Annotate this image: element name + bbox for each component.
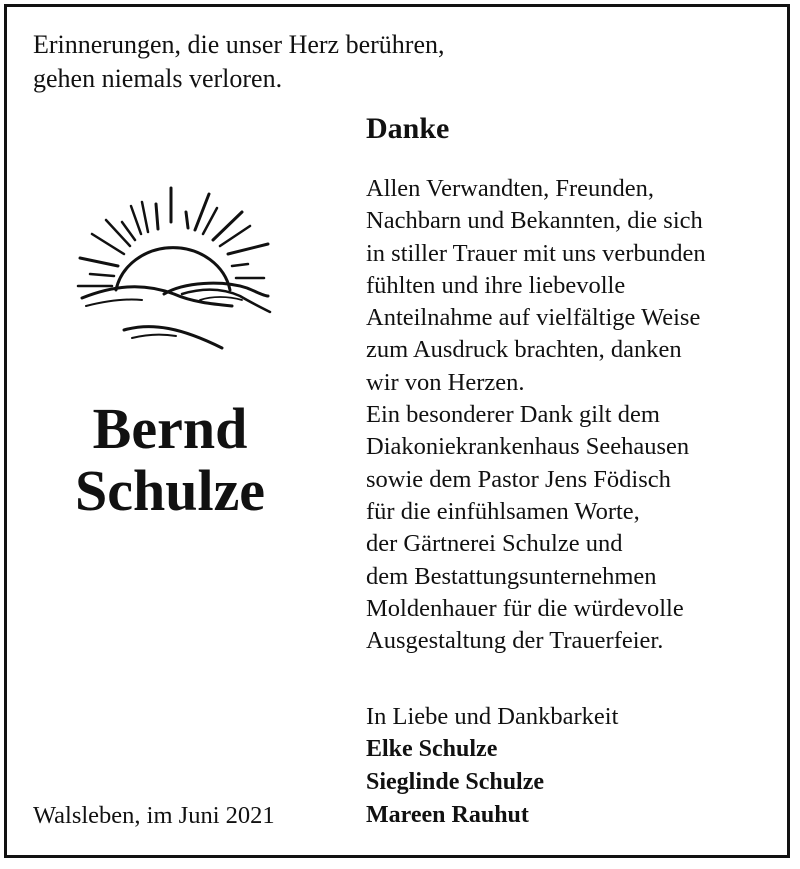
thanks-line: wir von Herzen. [366, 368, 525, 396]
thanks-line: in stiller Trauer mit uns verbunden [366, 239, 706, 267]
sunrise-over-hills-icon [72, 182, 278, 354]
thanks-line: Diakoniekrankenhaus Seehausen [366, 433, 690, 461]
thanks-line: dem Bestattungsunternehmen [366, 562, 657, 590]
thanks-line: Ausgestaltung der Trauerfeier. [366, 627, 664, 655]
thanks-line: Allen Verwandten, Freunden, [366, 175, 655, 202]
thanks-line: zum Ausdruck brachten, danken [366, 336, 682, 364]
motto-line-2: gehen niemals verloren. [33, 64, 283, 93]
motto-line-1: Erinnerungen, die unser Herz berühren, [33, 30, 445, 59]
deceased-name [40, 398, 300, 522]
heading-danke: Danke [366, 112, 450, 145]
closing-block [366, 700, 618, 832]
thanks-text [366, 173, 706, 657]
signer-name: Mareen Rauhut [366, 802, 529, 828]
thanks-line: Ein besonderer Dank gilt dem [366, 401, 660, 429]
thanks-line: für die einfühlsamen Worte, [366, 497, 640, 525]
closing-phrase: In Liebe und Dankbarkeit [366, 703, 619, 730]
signer-name: Elke Schulze [366, 736, 498, 762]
place-date: Walsleben, im Juni 2021 [33, 802, 275, 829]
thanks-line: der Gärtnerei Schulze und [366, 530, 623, 558]
thanks-line: sowie dem Pastor Jens Födisch [366, 465, 671, 493]
deceased-first-name: Bernd [92, 396, 248, 461]
deceased-last-name: Schulze [74, 458, 266, 523]
thanks-line: Anteilnahme auf vielfältige Weise [366, 304, 701, 332]
thanks-line: Nachbarn und Bekannten, die sich [366, 207, 703, 235]
signer-name: Sieglinde Schulze [366, 769, 545, 795]
motto [33, 28, 445, 96]
thanks-line: Moldenhauer für die würdevolle [366, 594, 684, 622]
thanks-line: fühlten und ihre liebevolle [366, 271, 626, 299]
